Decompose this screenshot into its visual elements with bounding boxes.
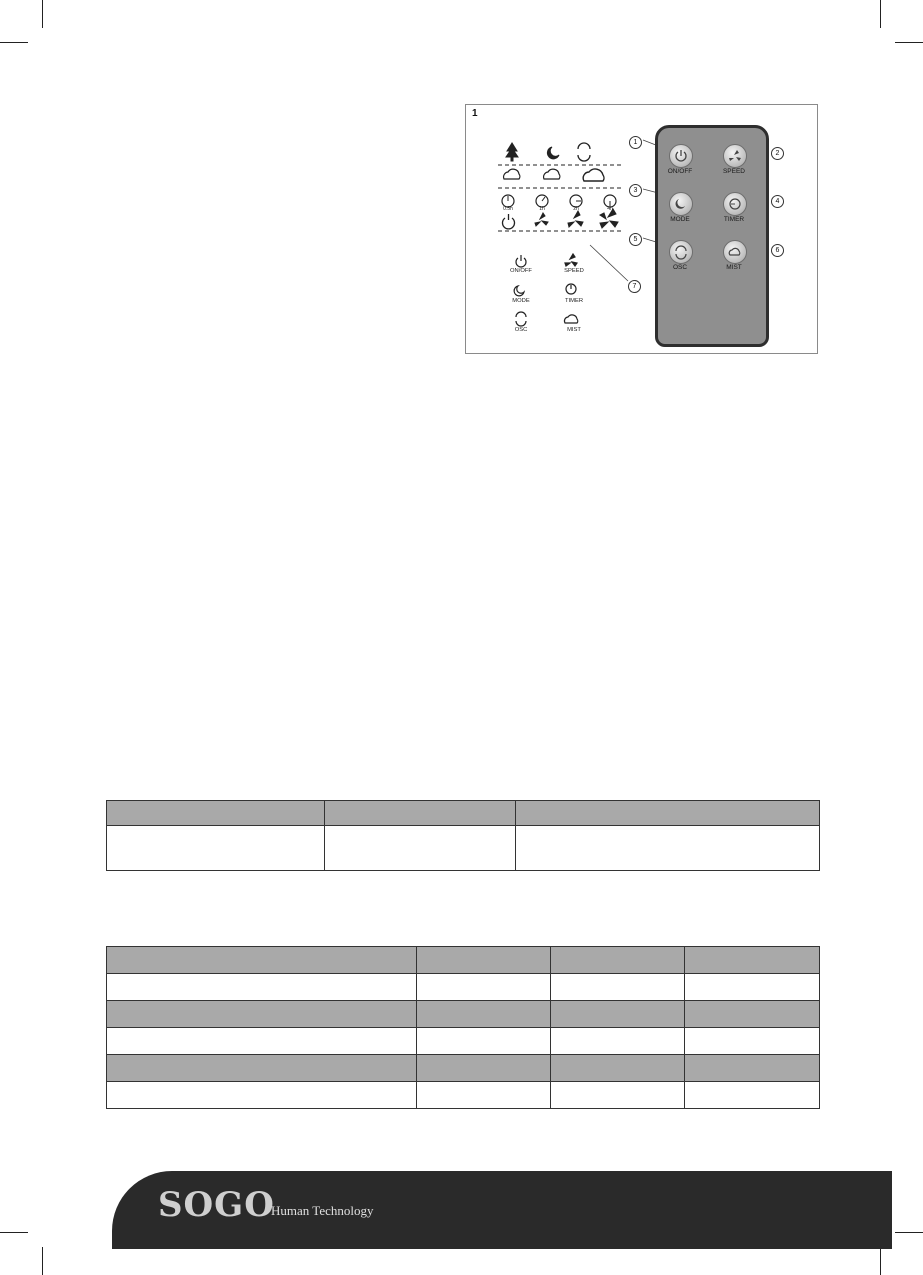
oscillation-icon xyxy=(673,244,689,260)
table-cell xyxy=(551,1028,685,1055)
onoff-label: ON/OFF xyxy=(667,168,693,175)
table-cell xyxy=(107,1055,417,1082)
table-cell xyxy=(107,1001,417,1028)
footer-banner xyxy=(112,1171,892,1249)
table-cell xyxy=(417,947,551,974)
crop-mark xyxy=(880,1247,881,1275)
spec-table-1 xyxy=(106,800,820,871)
table-cell xyxy=(685,974,820,1001)
timer-icon xyxy=(727,196,743,212)
onoff-button[interactable] xyxy=(669,144,693,168)
callout-5: 5 xyxy=(629,233,642,246)
table-cell xyxy=(417,974,551,1001)
table-cell xyxy=(551,1082,685,1109)
table-row xyxy=(107,1028,820,1055)
crop-mark xyxy=(0,1232,28,1233)
table-cell xyxy=(685,947,820,974)
mist-label: MIST xyxy=(726,264,742,271)
table-cell xyxy=(107,1082,417,1109)
mist-icon xyxy=(727,244,743,260)
mist-button[interactable] xyxy=(723,240,747,264)
moon-icon xyxy=(673,196,689,212)
remote-figure xyxy=(465,104,818,354)
crop-mark xyxy=(42,1247,43,1275)
table-cell xyxy=(107,826,325,871)
fan-icon xyxy=(727,148,743,164)
power-icon xyxy=(673,148,689,164)
figure-number: 1 xyxy=(472,108,478,119)
callout-1: 1 xyxy=(629,136,642,149)
timer-label: 4h xyxy=(607,206,613,212)
osc-label: OSC xyxy=(672,264,688,271)
crop-mark xyxy=(42,0,43,28)
table-cell xyxy=(417,1082,551,1109)
speed-label: SPEED xyxy=(722,168,746,175)
table-cell xyxy=(325,826,516,871)
table-cell xyxy=(551,1001,685,1028)
callout-6: 6 xyxy=(771,244,784,257)
osc-button[interactable] xyxy=(669,240,693,264)
table-cell xyxy=(516,801,820,826)
timer-label: 0.5h xyxy=(503,206,513,212)
callout-4: 4 xyxy=(771,195,784,208)
table-header-row xyxy=(107,801,820,826)
table-cell xyxy=(107,1028,417,1055)
mode-label: MODE xyxy=(670,216,690,223)
table-header-row xyxy=(107,1001,820,1028)
table-header-row xyxy=(107,1055,820,1082)
timer-label: 1h xyxy=(539,206,545,212)
remote-control xyxy=(655,125,769,347)
legend-mode: MODE xyxy=(512,298,530,304)
table-cell xyxy=(107,801,325,826)
timer-label: TIMER xyxy=(723,216,745,223)
table-cell xyxy=(417,1055,551,1082)
legend-onoff: ON/OFF xyxy=(510,268,532,274)
table-cell xyxy=(417,1028,551,1055)
table-cell xyxy=(551,974,685,1001)
table-row xyxy=(107,974,820,1001)
table-header-row xyxy=(107,947,820,974)
table-cell xyxy=(107,974,417,1001)
timer-button[interactable] xyxy=(723,192,747,216)
table-cell xyxy=(685,1082,820,1109)
table-cell xyxy=(417,1001,551,1028)
brand-logo: SOGO xyxy=(158,1185,275,1225)
legend-osc: OSC xyxy=(514,327,528,333)
mode-button[interactable] xyxy=(669,192,693,216)
table-row xyxy=(107,826,820,871)
table-cell xyxy=(325,801,516,826)
crop-mark xyxy=(880,0,881,28)
table-cell xyxy=(551,1055,685,1082)
callout-2: 2 xyxy=(771,147,784,160)
crop-mark xyxy=(895,42,923,43)
table-cell xyxy=(516,826,820,871)
legend-speed: SPEED xyxy=(564,268,584,274)
speed-button[interactable] xyxy=(723,144,747,168)
table-cell xyxy=(685,1001,820,1028)
callout-3: 3 xyxy=(629,184,642,197)
timer-label: 2h xyxy=(573,206,579,212)
brand-tagline: Human Technology xyxy=(271,1203,374,1218)
crop-mark xyxy=(0,42,28,43)
crop-mark xyxy=(895,1232,923,1233)
table-cell xyxy=(685,1055,820,1082)
table-cell xyxy=(685,1028,820,1055)
table-cell xyxy=(107,947,417,974)
legend-timer: TIMER xyxy=(564,298,584,304)
legend-mist: MIST xyxy=(567,327,581,333)
table-cell xyxy=(551,947,685,974)
table-row xyxy=(107,1082,820,1109)
callout-7: 7 xyxy=(628,280,641,293)
spec-table-2 xyxy=(106,946,820,1109)
